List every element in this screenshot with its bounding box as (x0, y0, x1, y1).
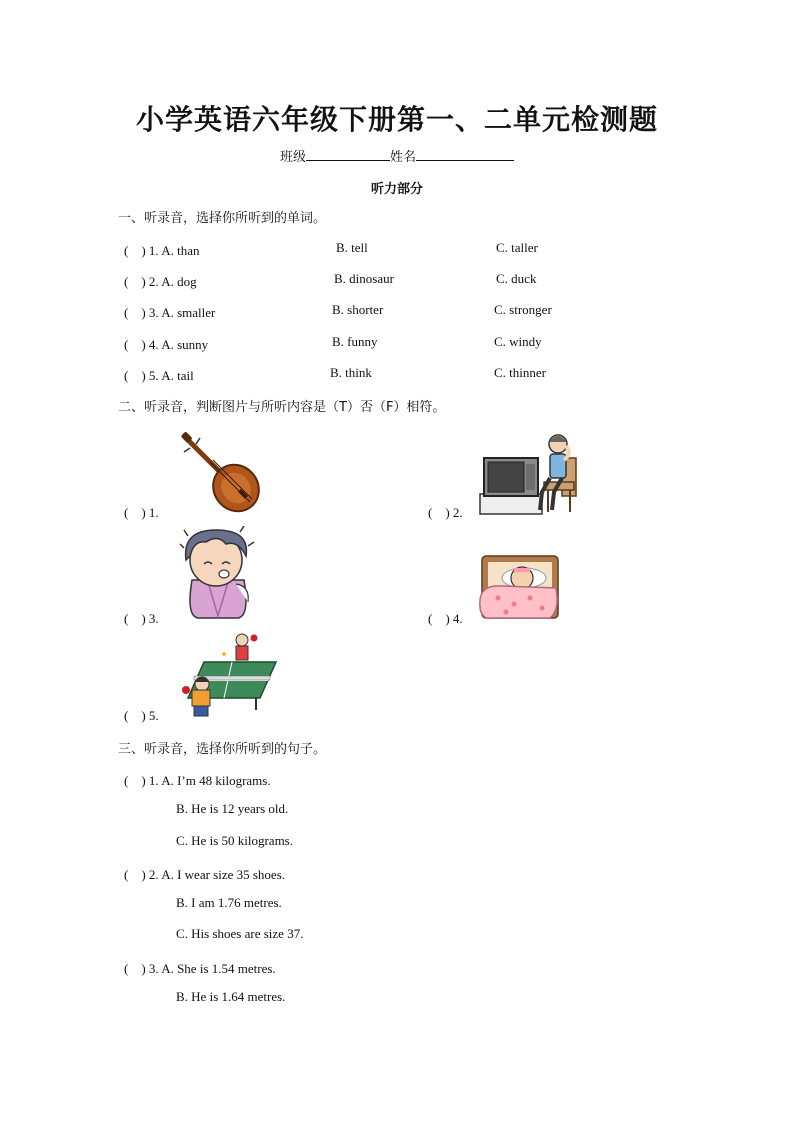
student-info-line (0, 146, 794, 165)
p3-q3-b: B. He is 1.64 metres. (176, 989, 286, 1004)
p3-q2-a: ( ) 2. A. I wear size 35 shoes. (124, 867, 286, 882)
p1-q1-b: B. tell (336, 240, 368, 255)
p1-q2-a: ( ) 2. A. dog (124, 274, 197, 289)
name-blank[interactable] (416, 148, 514, 161)
p2-q2-label: ( ) 2. (428, 505, 463, 520)
p1-q3-a: ( ) 3. A. smaller (124, 305, 216, 320)
part2-heading: 二、听录音，判断图片与所听内容是（T）否（F）相符。 (118, 400, 446, 415)
p1-q4-a: ( ) 4. A. sunny (124, 337, 209, 352)
p1-q4-b: B. funny (332, 334, 378, 349)
p1-q5-c: C. thinner (494, 365, 546, 380)
class-label: 班级 (279, 150, 306, 165)
listening-heading: 听力部分 (370, 182, 423, 197)
p1-q3-b: B. shorter (332, 302, 384, 317)
p1-q1-a: ( ) 1. A. than (124, 243, 200, 258)
p2-q1-label: ( ) 1. (124, 505, 159, 520)
p2-q3-label: ( ) 3. (124, 611, 159, 626)
watching-tv-icon (478, 432, 582, 516)
p1-q2-b: B. dinosaur (334, 271, 394, 286)
part3-heading: 三、听录音，选择你所听到的句子。 (118, 742, 327, 757)
p1-q1-c: C. taller (496, 240, 538, 255)
page-title: 小学英语六年级下册第一、二单元检测题 (135, 103, 658, 136)
p1-q2-c: C. duck (496, 271, 537, 286)
pipa-icon (180, 432, 262, 514)
p3-q1-b: B. He is 12 years old. (176, 801, 289, 816)
p1-q5-a: ( ) 5. A. tail (124, 368, 194, 383)
p1-q5-b: B. think (330, 365, 372, 380)
p3-q3-a: ( ) 3. A. She is 1.54 metres. (124, 961, 276, 976)
p3-q1-a: ( ) 1. A. I’m 48 kilograms. (124, 773, 271, 788)
sick-boy-icon (178, 526, 258, 620)
table-tennis-icon (176, 632, 282, 720)
class-blank[interactable] (306, 148, 390, 161)
p1-q4-c: C. windy (494, 334, 542, 349)
p3-q1-c: C. He is 50 kilograms. (176, 833, 293, 848)
part1-heading: 一、听录音，选择你所听到的单词。 (118, 211, 327, 226)
girl-in-bed-icon (478, 548, 560, 620)
p2-q4-label: ( ) 4. (428, 611, 463, 626)
p3-q2-c: C. His shoes are size 37. (176, 926, 304, 941)
name-label: 姓名 (390, 150, 417, 165)
p2-q5-label: ( ) 5. (124, 708, 159, 723)
p3-q2-b: B. I am 1.76 metres. (176, 895, 282, 910)
p1-q3-c: C. stronger (494, 302, 552, 317)
